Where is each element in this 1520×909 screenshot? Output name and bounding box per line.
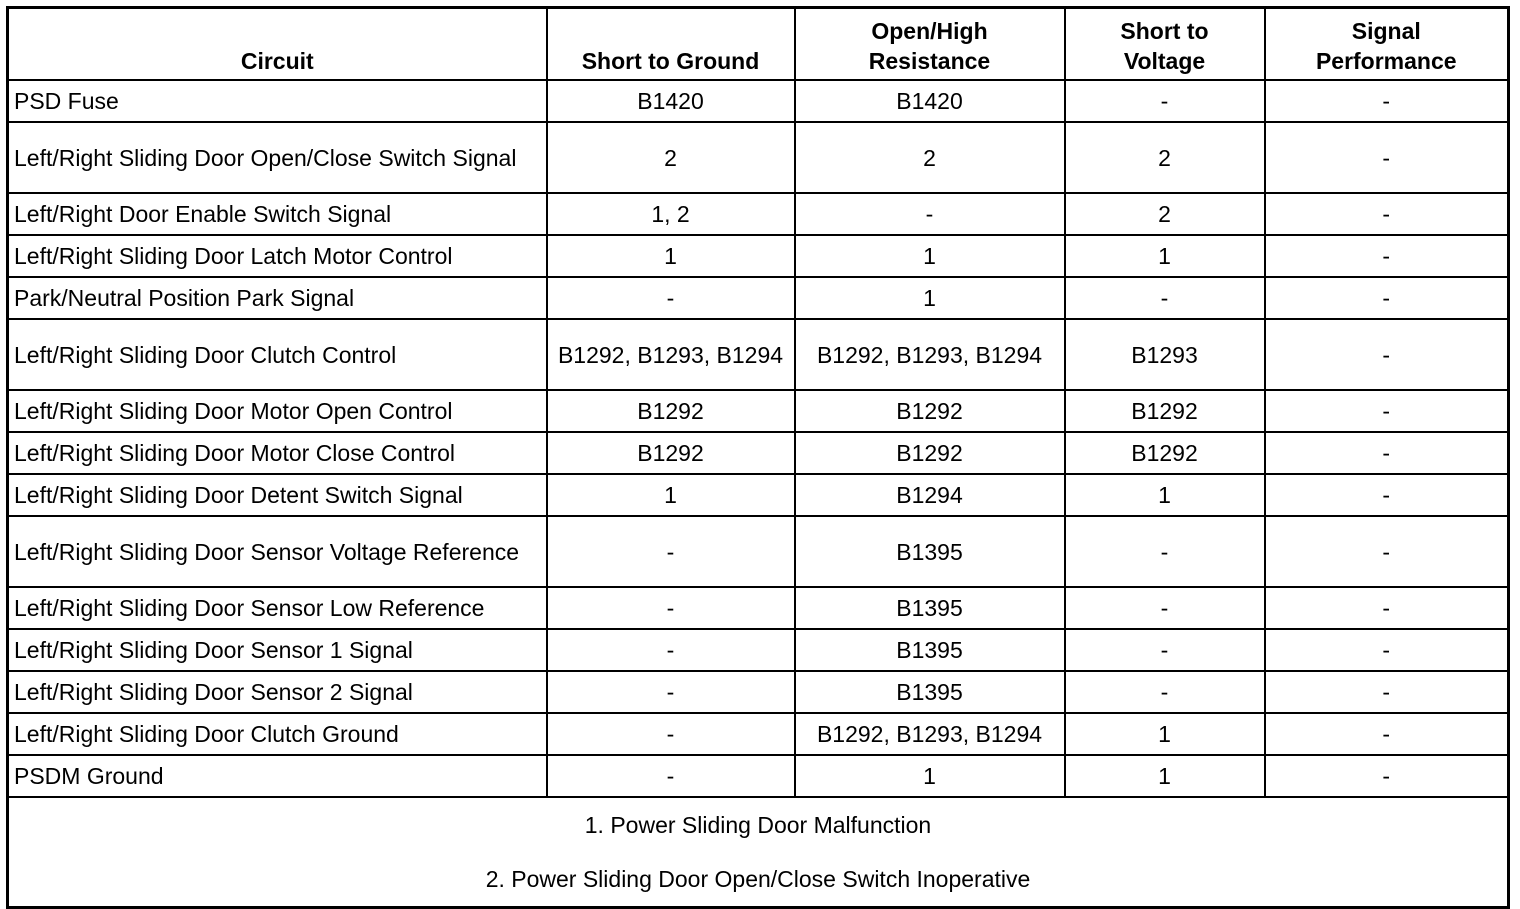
header-short-to-ground bbox=[547, 8, 795, 81]
header-signal-performance bbox=[1265, 8, 1509, 81]
cell-circuit: Left/Right Sliding Door Sensor Low Reference bbox=[8, 587, 547, 629]
table-row bbox=[8, 671, 1509, 713]
header-circuit-label: Circuit bbox=[240, 48, 314, 74]
cell-open-high-resistance: B1395 bbox=[795, 671, 1065, 713]
header-open-high-resistance bbox=[795, 8, 1065, 81]
cell-short-to-voltage: 2 bbox=[1065, 122, 1265, 193]
cell-circuit: Park/Neutral Position Park Signal bbox=[8, 277, 547, 319]
cell-short-to-ground: B1420 bbox=[547, 80, 795, 122]
cell-circuit: Left/Right Sliding Door Detent Switch Signal bbox=[8, 474, 547, 516]
cell-short-to-ground: B1292 bbox=[547, 432, 795, 474]
header-circuit bbox=[8, 8, 547, 81]
cell-short-to-ground: - bbox=[547, 587, 795, 629]
cell-circuit: Left/Right Sliding Door Motor Open Control bbox=[8, 390, 547, 432]
document-page bbox=[6, 6, 1510, 909]
cell-short-to-voltage: B1292 bbox=[1065, 390, 1265, 432]
cell-open-high-resistance: B1294 bbox=[795, 474, 1065, 516]
cell-short-to-voltage: B1292 bbox=[1065, 432, 1265, 474]
cell-signal-performance: - bbox=[1265, 755, 1509, 797]
cell-signal-performance: - bbox=[1265, 432, 1509, 474]
table-row bbox=[8, 432, 1509, 474]
table-body bbox=[8, 80, 1509, 908]
cell-open-high-resistance: 1 bbox=[795, 277, 1065, 319]
cell-short-to-voltage: - bbox=[1065, 671, 1265, 713]
cell-short-to-voltage: - bbox=[1065, 516, 1265, 587]
cell-open-high-resistance: 1 bbox=[795, 755, 1065, 797]
cell-short-to-voltage: 1 bbox=[1065, 235, 1265, 277]
header-signal-performance-line-2: Performance bbox=[1315, 48, 1457, 74]
table-row bbox=[8, 587, 1509, 629]
cell-circuit: PSD Fuse bbox=[8, 80, 547, 122]
cell-signal-performance: - bbox=[1265, 516, 1509, 587]
cell-signal-performance: - bbox=[1265, 671, 1509, 713]
cell-open-high-resistance: B1292, B1293, B1294 bbox=[795, 713, 1065, 755]
cell-short-to-voltage: 1 bbox=[1065, 474, 1265, 516]
table-row bbox=[8, 319, 1509, 390]
cell-open-high-resistance: B1292, B1293, B1294 bbox=[795, 319, 1065, 390]
cell-signal-performance: - bbox=[1265, 277, 1509, 319]
cell-signal-performance: - bbox=[1265, 122, 1509, 193]
cell-short-to-voltage: 1 bbox=[1065, 755, 1265, 797]
header-short-to-ground-label: Short to Ground bbox=[581, 48, 760, 74]
table-row bbox=[8, 713, 1509, 755]
cell-circuit: Left/Right Sliding Door Clutch Control bbox=[8, 319, 547, 390]
cell-short-to-ground: 1, 2 bbox=[547, 193, 795, 235]
cell-open-high-resistance: B1292 bbox=[795, 390, 1065, 432]
header-short-to-voltage-line-1: Short to bbox=[1120, 18, 1209, 44]
cell-open-high-resistance: 1 bbox=[795, 235, 1065, 277]
footnote-1: 1. Power Sliding Door Malfunction bbox=[584, 812, 932, 838]
cell-open-high-resistance: B1395 bbox=[795, 629, 1065, 671]
cell-open-high-resistance: B1420 bbox=[795, 80, 1065, 122]
cell-short-to-ground: - bbox=[547, 516, 795, 587]
header-short-to-voltage bbox=[1065, 8, 1265, 81]
cell-circuit: Left/Right Sliding Door Sensor 1 Signal bbox=[8, 629, 547, 671]
cell-short-to-voltage: - bbox=[1065, 629, 1265, 671]
table-row bbox=[8, 193, 1509, 235]
cell-circuit: Left/Right Sliding Door Sensor 2 Signal bbox=[8, 671, 547, 713]
circuit-dtc-table bbox=[6, 6, 1510, 909]
table-row bbox=[8, 474, 1509, 516]
footnote-row bbox=[8, 797, 1509, 908]
cell-signal-performance: - bbox=[1265, 587, 1509, 629]
table-row bbox=[8, 755, 1509, 797]
cell-signal-performance: - bbox=[1265, 235, 1509, 277]
cell-short-to-voltage: 1 bbox=[1065, 713, 1265, 755]
cell-circuit: Left/Right Sliding Door Latch Motor Control bbox=[8, 235, 547, 277]
footnote-2: 2. Power Sliding Door Open/Close Switch Inoperative bbox=[485, 866, 1031, 892]
cell-signal-performance: - bbox=[1265, 713, 1509, 755]
cell-short-to-ground: - bbox=[547, 277, 795, 319]
cell-short-to-voltage: 2 bbox=[1065, 193, 1265, 235]
cell-signal-performance: - bbox=[1265, 390, 1509, 432]
cell-signal-performance: - bbox=[1265, 80, 1509, 122]
cell-short-to-ground: B1292 bbox=[547, 390, 795, 432]
header-open-high-resistance-line-2: Resistance bbox=[868, 48, 991, 74]
cell-signal-performance: - bbox=[1265, 193, 1509, 235]
footnotes-cell bbox=[8, 797, 1509, 908]
cell-circuit: PSDM Ground bbox=[8, 755, 547, 797]
cell-short-to-ground: - bbox=[547, 629, 795, 671]
cell-open-high-resistance: B1395 bbox=[795, 516, 1065, 587]
cell-short-to-ground: 1 bbox=[547, 474, 795, 516]
cell-circuit: Left/Right Sliding Door Sensor Voltage Reference bbox=[8, 516, 547, 587]
cell-circuit: Left/Right Door Enable Switch Signal bbox=[8, 193, 547, 235]
cell-open-high-resistance: B1395 bbox=[795, 587, 1065, 629]
cell-circuit: Left/Right Sliding Door Open/Close Switch Signal bbox=[8, 122, 547, 193]
cell-short-to-ground: B1292, B1293, B1294 bbox=[547, 319, 795, 390]
cell-open-high-resistance: 2 bbox=[795, 122, 1065, 193]
header-short-to-voltage-line-2: Voltage bbox=[1123, 48, 1206, 74]
cell-circuit: Left/Right Sliding Door Clutch Ground bbox=[8, 713, 547, 755]
header-signal-performance-line-1: Signal bbox=[1351, 18, 1421, 44]
cell-signal-performance: - bbox=[1265, 474, 1509, 516]
table-row bbox=[8, 122, 1509, 193]
cell-open-high-resistance: - bbox=[795, 193, 1065, 235]
header-open-high-resistance-line-1: Open/High bbox=[871, 18, 988, 44]
table-row bbox=[8, 277, 1509, 319]
table-row bbox=[8, 629, 1509, 671]
cell-short-to-voltage: - bbox=[1065, 587, 1265, 629]
cell-circuit: Left/Right Sliding Door Motor Close Control bbox=[8, 432, 547, 474]
table-row bbox=[8, 516, 1509, 587]
cell-short-to-ground: 1 bbox=[547, 235, 795, 277]
cell-short-to-ground: 2 bbox=[547, 122, 795, 193]
cell-short-to-ground: - bbox=[547, 755, 795, 797]
table-row bbox=[8, 80, 1509, 122]
cell-signal-performance: - bbox=[1265, 629, 1509, 671]
cell-short-to-voltage: - bbox=[1065, 277, 1265, 319]
table-row bbox=[8, 235, 1509, 277]
table-header bbox=[8, 8, 1509, 81]
cell-short-to-ground: - bbox=[547, 671, 795, 713]
table-row bbox=[8, 390, 1509, 432]
cell-signal-performance: - bbox=[1265, 319, 1509, 390]
header-row bbox=[8, 8, 1509, 81]
cell-short-to-ground: - bbox=[547, 713, 795, 755]
cell-short-to-voltage: B1293 bbox=[1065, 319, 1265, 390]
cell-short-to-voltage: - bbox=[1065, 80, 1265, 122]
cell-open-high-resistance: B1292 bbox=[795, 432, 1065, 474]
